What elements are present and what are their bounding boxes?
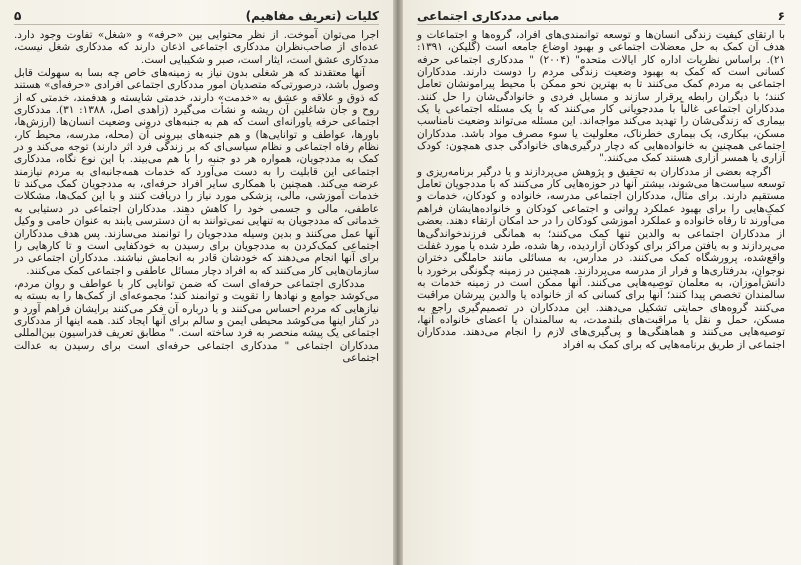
left-page-header: [14, 8, 379, 25]
right-paragraph-2: اگرچه بعضی از مددکاران به تحقیق و پژوهش می‌پردازند و یا درگیر برنامه‌ریزی و توسعه سیاست‌ها می‌شوند، بیشتر آنها در حوزه‌هایی کار می‌کنند که با مددجویان تعامل مستقیم دارند. برای مثال، مددکاران اجتماعی مدرسه، خانواده و کودکان، خدمات و کمک‌هایی را برای بهبود عملکرد روانی و اجتماعی کودکان و خانواده‌هایشان فراهم می‌آورند تا رفاه خانواده و عملکرد آموزشی کودکان را در حد امکان ارتقاء دهند. بعضی از مددکاران اجتماعی به والدین تنها کمک می‌کنند؛ به همانگی فرزندخواندگی‌ها می‌پردازند و به یافتن مراکز برای کودکان آزاردیده، رها شده، طرد شده یا مورد غفلت واقع‌شده، پرورشگاه کمک می‌کنند. در مدارس، به مسائلی مانند حاملگی دختران نوجوان، بدرفتاری‌ها و فرار از مدرسه می‌پردازند. همچنین در زمینه چگونگی برخورد با دانش‌آموزان، به معلمان توصیه‌هایی می‌کنند. آنها ممکن است در زمینه خدمات به سالمندان تخصص پیدا کنند؛ آنها برای کسانی که از خانواده یا والدین پیرشان مراقبت می‌کنند گروه‌های حمایتی تشکیل می‌دهند. این مددکاران در تصمیم‌گیری راجع به مسکن، حمل و نقل یا مراقبت‌های بلندمدت، به سالمندان یا اعضای خانواده آنها، توصیه‌هایی می‌کنند و هماهنگی‌ها و پی‌گیری‌های لازم را انجام می‌دهند. مددکاران اجتماعی از طریق برنامه‌هایی که برای کمک به افراد: [417, 165, 785, 351]
book-gutter: [393, 0, 403, 565]
left-page-number: ۵: [14, 9, 22, 23]
left-paragraph-2: آنها معتقدند که هر شغلی بدون نیاز به زمینه‌های خاص چه بسا به سهولت قابل وصول باشد، درصورتی‌که متصدیان امور مددکاری اجتماعی افرادی «حرفه‌ای» هستند که ذوق و علاقه و عشق به «خدمت» دارند، خدمتی شایسته و هدفمند، خدمتی که از روح و جان شاغلین آن ریشه و نشأت می‌گیرد (زاهدی اصل، ۱۳۸۸: ۳۱). مددکاری اجتماعی حرفه یاورانه‌ای است که هم به جنبه‌های درونی وضعیت انسان‌ها (ارزش‌ها، باورها، عواطف و توانایی‌ها) و هم جنبه‌های بیرونی آن (محله، مدرسه، محیط کار، نظام رفاه اجتماعی و نظام سیاسی‌ای که بر زندگی فرد اثر دارند) توجه می‌کند و در کمک به مددجویان، همواره هر دو جنبه را با هم می‌بیند. با این نوع نگاه، مددکاری اجتماعی این قابلیت را به دست می‌آورد که خدمات همه‌جانبه‌ای به مردم نیازمند عرضه می‌کند. همچنین با همکاری سایر افراد حرفه‌ای، به مددجویان کمک می‌کند تا خدمات آموزشی، مالی، پزشکی مورد نیاز را دریافت کنند و با این کمک‌ها، مشکلات عاطفی، مالی و جسمی خود را کاهش دهند. مددکاران اجتماعی در دستیابی به خدماتی که مددجویان به تنهایی نمی‌توانند به آن دسترسی یابند به عنوان حامی و وکیل آنها عمل می‌کنند و بدین وسیله مددجویان را توانمند می‌سازند. پس هدف مددکاران اجتماعی کمک‌کردن به مددجویان برای رسیدن به خودکفایی است و تا کارهایی را برای آنها انجام می‌دهند که خودشان قادر به انجامش نباشند. مددکاران اجتماعی در سازمان‌هایی کار می‌کنند که به افراد دچار مسائل عاطفی و اجتماعی کمک می‌کنند.: [14, 67, 379, 277]
right-paragraph-1: با ارتقای کیفیت زندگی انسان‌ها و توسعه توانمندی‌های افراد، گروه‌ها و اجتماعات و هدف آن کمک به حل معضلات اجتماعی و بهبود اوضاع جامعه است (گلیکن، ۱۳۹۱: ۲۱). براساس نظریات اداره کار ایالات متحده" (۲۰۰۴) " مددکاری اجتماعی حرفه کسانی است که کمک به بهبود وضعیت زندگی مردم را دوست دارند. مددکاران اجتماعی به مردم کمک می‌کنند تا به بهترین نحو ممکن با محیط پیرامونشان تعامل کنند؛ با دیگران رابطه برقرار سازند و مسایل فردی و خانوادگی‌شان را حل کنند. مددکاران اجتماعی غالباً با مددجویانی کار می‌کنند که با یک مسئله اجتماعی یا یک بیماری که زندگی‌شان را تهدید می‌کند مواجه‌اند. این مسئله می‌تواند وضعیت نامناسب مسکن، بیکاری، یک بیماری خطرناک، معلولیت یا سوء مصرف مواد باشد. مددکاران اجتماعی همچنین به خانواده‌هایی که دچار درگیری‌های خانوادگی جدی همچون: کودک آزاری یا همسر آزاری هستند کمک می‌کنند.": [417, 29, 785, 165]
right-page-header: [417, 8, 785, 25]
right-page: [403, 0, 801, 565]
right-page-number: ۶: [777, 9, 785, 23]
left-paragraph-3: مددکاری اجتماعی حرفه‌ای است که ضمن توانایی کار با عواطف و روان مردم، می‌کوشد جوامع و نهادها را تقویت و توانمند کند؛ مجموعه‌ای از کمک‌ها را به بسته به نیازهایی که مردم احساس می‌کنند و یا درباره آن فکر می‌کنند برایشان فراهم آورد و در کنار اینها می‌کوشد محیطی ایمن و سالم برای آنها ایجاد کند. همه اینها از مددکاری اجتماعی یک پیشه منحصر به فرد ساخته است. " مطابق تعریف فدراسیون بین‌المللی مددکاران اجتماعی " مددکاری اجتماعی حرفه‌ای است برای رسیدن به عدالت اجتماعی: [14, 277, 379, 364]
left-page: [0, 0, 393, 565]
left-page-title: کلیات (تعریف مفاهیم): [245, 9, 379, 23]
right-page-title: مبانی مددکاری اجتماعی: [417, 9, 560, 23]
left-paragraph-1: اجرا می‌توان آموخت. از نظر محتوایی بین «حرفه» و «شغل» تفاوت وجود دارد. عده‌ای از صاحب‌نظران مددکاری اجتماعی اذعان دارند که مددکاری شغل نیست، مددکاری عشق است، ایثار است، صبر و شکیبایی است.: [14, 29, 379, 66]
